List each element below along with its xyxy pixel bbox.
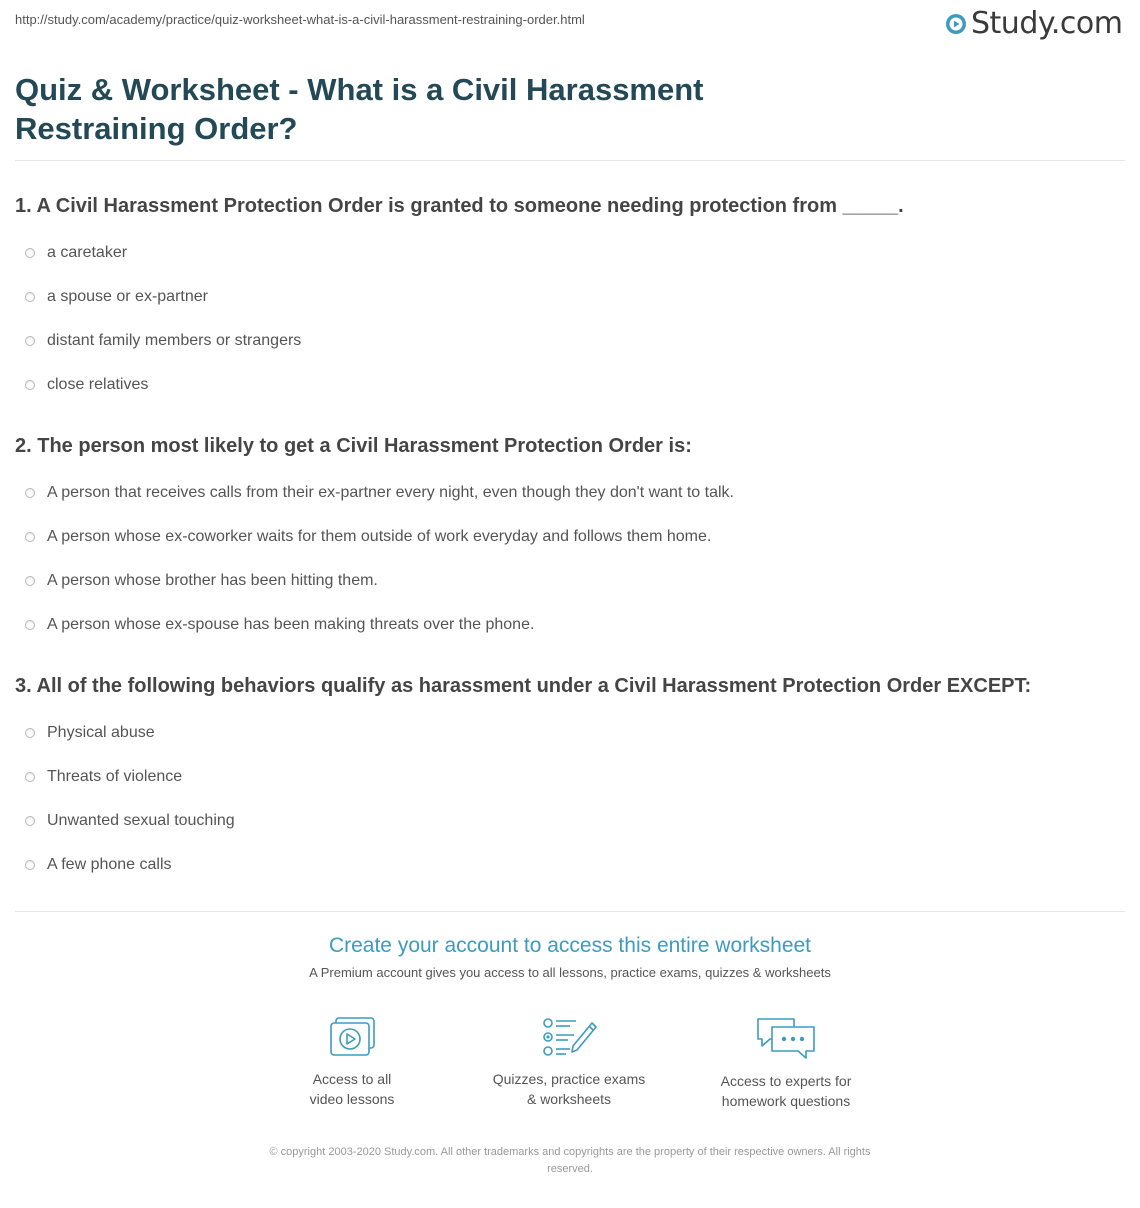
answer-label: A few phone calls bbox=[47, 856, 172, 873]
answer-label: Physical abuse bbox=[47, 724, 155, 741]
answer-option[interactable] bbox=[15, 847, 1125, 891]
answer-label: a spouse or ex-partner bbox=[47, 288, 208, 305]
page-title: Quiz & Worksheet - What is a Civil Harassment Restraining Order? bbox=[15, 72, 704, 146]
radio-button[interactable] bbox=[25, 336, 35, 346]
feature-video-lessons bbox=[257, 1015, 447, 1109]
feature-experts bbox=[691, 1015, 881, 1111]
radio-button[interactable] bbox=[25, 248, 35, 258]
play-circle-icon bbox=[945, 13, 967, 35]
question-text: 3. All of the following behaviors qualify as harassment under a Civil Harassment Protection Order EXCEPT: bbox=[15, 675, 1032, 697]
copyright-line1: © copyright 2003-2020 Study.com. All other trademarks and copyrights are the property of their respective owners. All rights bbox=[269, 1146, 871, 1158]
answer-label: a caretaker bbox=[47, 244, 128, 261]
answer-option[interactable] bbox=[15, 367, 1125, 411]
answer-option[interactable] bbox=[15, 235, 1125, 279]
radio-button[interactable] bbox=[25, 860, 35, 870]
cta-subtitle: A Premium account gives you access to all lessons, practice exams, quizzes & worksheets bbox=[309, 965, 831, 980]
video-lessons-icon bbox=[326, 1015, 378, 1059]
answer-option[interactable] bbox=[15, 279, 1125, 323]
radio-button[interactable] bbox=[25, 728, 35, 738]
cta-divider bbox=[15, 911, 1125, 912]
feature-quizzes bbox=[474, 1015, 664, 1109]
quiz-checklist-icon bbox=[540, 1015, 598, 1059]
answer-option[interactable] bbox=[15, 803, 1125, 847]
answer-label: A person whose ex-coworker waits for them outside of work everyday and follows them home. bbox=[47, 528, 712, 545]
question-1 bbox=[15, 191, 1125, 411]
answer-label: Unwanted sexual touching bbox=[47, 812, 235, 829]
answer-option[interactable] bbox=[15, 563, 1125, 607]
answer-label: Threats of violence bbox=[47, 768, 183, 785]
radio-button[interactable] bbox=[25, 576, 35, 586]
answer-option[interactable] bbox=[15, 715, 1125, 759]
radio-button[interactable] bbox=[25, 816, 35, 826]
answer-label: distant family members or strangers bbox=[47, 332, 302, 349]
feature-label-line1: Access to experts for bbox=[720, 1073, 852, 1089]
create-account-link[interactable]: Create your account to access this entire worksheet bbox=[328, 934, 812, 957]
answer-option[interactable] bbox=[15, 475, 1125, 519]
answer-option[interactable] bbox=[15, 519, 1125, 563]
radio-button[interactable] bbox=[25, 292, 35, 302]
radio-button[interactable] bbox=[25, 488, 35, 498]
answer-option[interactable] bbox=[15, 323, 1125, 367]
page-url: http://study.com/academy/practice/quiz-worksheet-what-is-a-civil-harassment-restraining-order.html bbox=[15, 12, 585, 27]
answer-label: A person whose ex-spouse has been making threats over the phone. bbox=[47, 616, 535, 633]
question-text: 1. A Civil Harassment Protection Order is granted to someone needing protection from _____. bbox=[15, 195, 904, 217]
radio-button[interactable] bbox=[25, 772, 35, 782]
answer-label: close relatives bbox=[47, 376, 149, 393]
copyright-notice bbox=[210, 1144, 930, 1178]
answer-option[interactable] bbox=[15, 759, 1125, 803]
feature-label-line2: video lessons bbox=[309, 1091, 395, 1107]
answer-label: A person whose brother has been hitting them. bbox=[47, 572, 378, 589]
radio-button[interactable] bbox=[25, 380, 35, 390]
question-3 bbox=[15, 671, 1125, 891]
answer-option[interactable] bbox=[15, 607, 1125, 651]
answer-label: A person that receives calls from their ex-partner every night, even though they don't want to talk. bbox=[47, 484, 734, 501]
feature-label-line1: Access to all bbox=[312, 1071, 392, 1087]
copyright-line2: reserved. bbox=[547, 1163, 593, 1175]
radio-button[interactable] bbox=[25, 532, 35, 542]
feature-label-line2: & worksheets bbox=[526, 1091, 612, 1107]
question-text: 2. The person most likely to get a Civil Harassment Protection Order is: bbox=[15, 435, 692, 457]
feature-label-line2: homework questions bbox=[721, 1093, 851, 1109]
logo-text: Study.com bbox=[971, 6, 1123, 41]
feature-label-line1: Quizzes, practice exams bbox=[492, 1071, 646, 1087]
question-2 bbox=[15, 431, 1125, 651]
chat-bubbles-icon bbox=[754, 1015, 818, 1061]
radio-button[interactable] bbox=[25, 620, 35, 630]
header-divider bbox=[15, 160, 1125, 161]
study-logo[interactable] bbox=[945, 6, 1122, 42]
